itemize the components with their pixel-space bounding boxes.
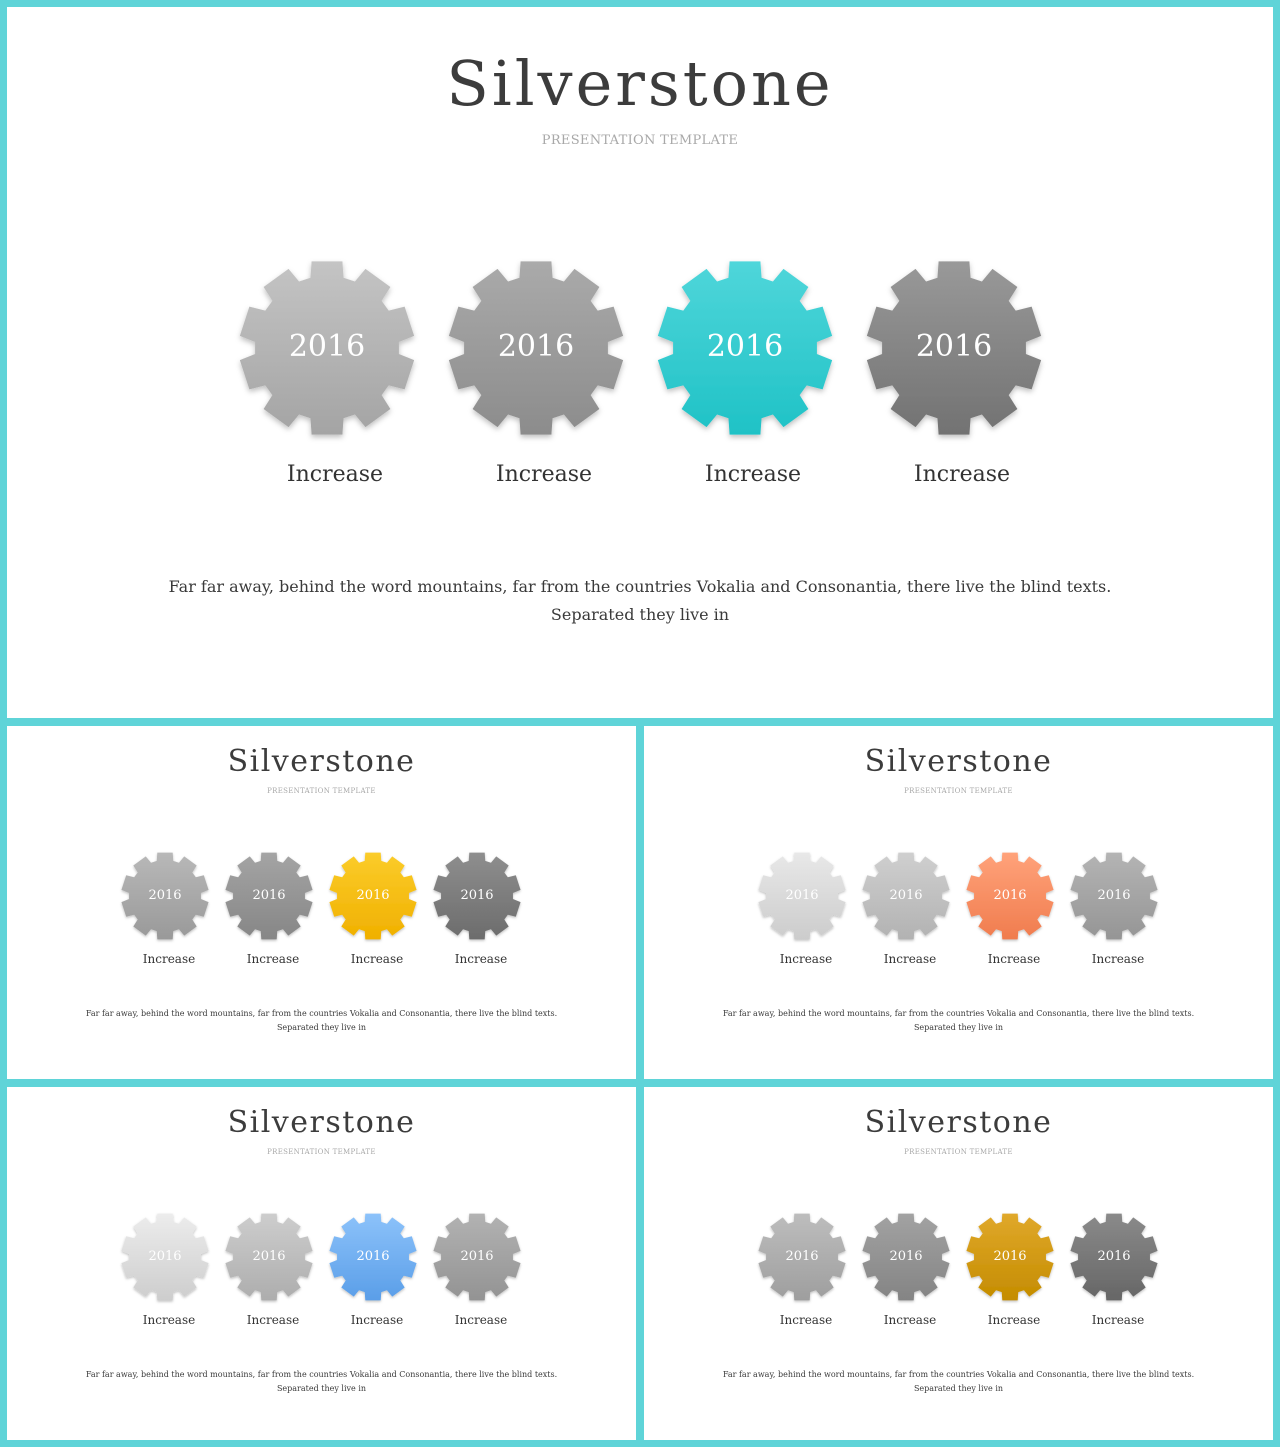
body-text bbox=[7, 1007, 636, 1035]
gear-label: Increase bbox=[987, 1313, 1041, 1327]
body-text bbox=[644, 1007, 1273, 1035]
slide-title: Silverstone bbox=[227, 1105, 416, 1140]
body-text bbox=[7, 573, 1273, 629]
gear-icon bbox=[121, 1213, 209, 1301]
body-line-1: Far far away, behind the word mountains, far from the countries Vokalia and Consonantia, there live the blind texts. bbox=[85, 1009, 558, 1018]
gear-year: 2016 bbox=[785, 1248, 819, 1264]
gear-icon bbox=[329, 852, 417, 940]
gear-year: 2016 bbox=[356, 887, 390, 903]
body-line-2: Separated they live in bbox=[913, 1023, 1004, 1032]
slide-title: Silverstone bbox=[864, 1105, 1053, 1140]
gear-icon bbox=[966, 852, 1054, 940]
gear-label: Increase bbox=[987, 952, 1041, 966]
gear-year: 2016 bbox=[460, 887, 494, 903]
slide-subtitle: PRESENTATION TEMPLATE bbox=[267, 787, 376, 795]
gear-label: Increase bbox=[495, 462, 593, 487]
gear-label: Increase bbox=[286, 462, 384, 487]
body-text bbox=[7, 1368, 636, 1396]
slide-title: Silverstone bbox=[446, 47, 834, 120]
gear-label: Increase bbox=[883, 1313, 937, 1327]
slide-subtitle: PRESENTATION TEMPLATE bbox=[541, 133, 739, 148]
slide-blue bbox=[7, 1087, 636, 1440]
body-line-1: Far far away, behind the word mountains, far from the countries Vokalia and Consonantia, there live the blind texts. bbox=[168, 577, 1112, 596]
gear-icon bbox=[758, 852, 846, 940]
slide-subtitle: PRESENTATION TEMPLATE bbox=[904, 1148, 1013, 1156]
gear-label: Increase bbox=[454, 1313, 508, 1327]
body-line-2: Separated they live in bbox=[276, 1384, 367, 1393]
gear-year: 2016 bbox=[706, 329, 784, 365]
gear-label: Increase bbox=[779, 952, 833, 966]
slide-orange bbox=[644, 726, 1273, 1079]
slide-title: Silverstone bbox=[864, 744, 1053, 779]
body-line-1: Far far away, behind the word mountains, far from the countries Vokalia and Consonantia, there live the blind texts. bbox=[722, 1370, 1195, 1379]
gear-icon bbox=[1070, 852, 1158, 940]
gear-year: 2016 bbox=[889, 887, 923, 903]
gear-icon bbox=[121, 852, 209, 940]
body-line-2: Separated they live in bbox=[550, 605, 730, 624]
gear-label: Increase bbox=[883, 952, 937, 966]
gear-icon bbox=[966, 1213, 1054, 1301]
gear-year: 2016 bbox=[148, 1248, 182, 1264]
gear-icon bbox=[433, 1213, 521, 1301]
gear-year: 2016 bbox=[915, 329, 993, 365]
gear-icon bbox=[657, 260, 833, 436]
body-line-2: Separated they live in bbox=[913, 1384, 1004, 1393]
body-line-2: Separated they live in bbox=[276, 1023, 367, 1032]
slide-gold bbox=[644, 1087, 1273, 1440]
gear-year: 2016 bbox=[993, 1248, 1027, 1264]
body-line-1: Far far away, behind the word mountains, far from the countries Vokalia and Consonantia, there live the blind texts. bbox=[722, 1009, 1195, 1018]
gear-icon bbox=[433, 852, 521, 940]
gear-icon bbox=[862, 1213, 950, 1301]
gear-icon bbox=[1070, 1213, 1158, 1301]
gear-label: Increase bbox=[350, 952, 404, 966]
gear-label: Increase bbox=[142, 1313, 196, 1327]
gear-label: Increase bbox=[1091, 1313, 1145, 1327]
gear-year: 2016 bbox=[288, 329, 366, 365]
body-line-1: Far far away, behind the word mountains, far from the countries Vokalia and Consonantia, there live the blind texts. bbox=[85, 1370, 558, 1379]
gear-label: Increase bbox=[142, 952, 196, 966]
gear-year: 2016 bbox=[148, 887, 182, 903]
gear-year: 2016 bbox=[252, 887, 286, 903]
gear-icon bbox=[866, 260, 1042, 436]
gear-icon bbox=[329, 1213, 417, 1301]
gear-icon bbox=[225, 852, 313, 940]
slide-subtitle: PRESENTATION TEMPLATE bbox=[267, 1148, 376, 1156]
gear-year: 2016 bbox=[460, 1248, 494, 1264]
slide-title: Silverstone bbox=[227, 744, 416, 779]
gear-label: Increase bbox=[1091, 952, 1145, 966]
body-text bbox=[644, 1368, 1273, 1396]
slide-yellow bbox=[7, 726, 636, 1079]
slide-subtitle: PRESENTATION TEMPLATE bbox=[904, 787, 1013, 795]
gear-label: Increase bbox=[454, 952, 508, 966]
gear-year: 2016 bbox=[1097, 887, 1131, 903]
gear-icon bbox=[862, 852, 950, 940]
gear-icon bbox=[448, 260, 624, 436]
gear-icon bbox=[758, 1213, 846, 1301]
gear-label: Increase bbox=[913, 462, 1011, 487]
gear-label: Increase bbox=[246, 1313, 300, 1327]
gear-year: 2016 bbox=[785, 887, 819, 903]
slide-main bbox=[7, 7, 1273, 718]
gear-year: 2016 bbox=[356, 1248, 390, 1264]
gear-year: 2016 bbox=[252, 1248, 286, 1264]
gear-year: 2016 bbox=[993, 887, 1027, 903]
gear-year: 2016 bbox=[1097, 1248, 1131, 1264]
gear-label: Increase bbox=[246, 952, 300, 966]
gear-year: 2016 bbox=[497, 329, 575, 365]
gear-year: 2016 bbox=[889, 1248, 923, 1264]
gear-label: Increase bbox=[350, 1313, 404, 1327]
gear-icon bbox=[239, 260, 415, 436]
gear-label: Increase bbox=[779, 1313, 833, 1327]
gear-label: Increase bbox=[704, 462, 802, 487]
gear-icon bbox=[225, 1213, 313, 1301]
